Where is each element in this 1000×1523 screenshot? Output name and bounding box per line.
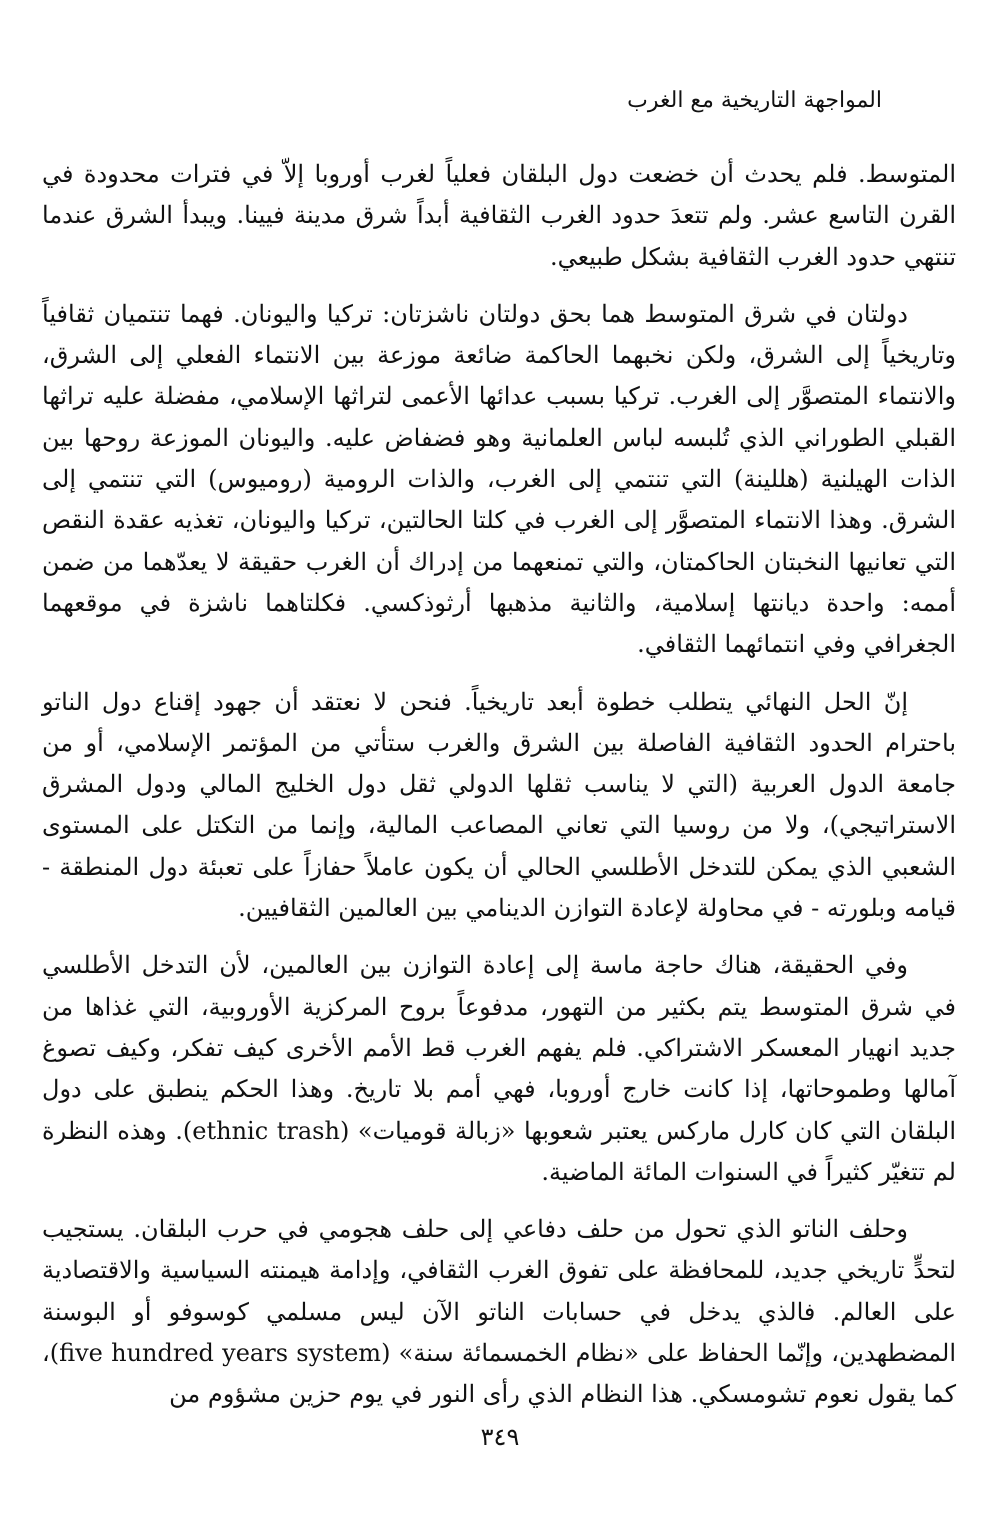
page-number: ٣٤٩ bbox=[480, 1423, 520, 1451]
paragraph: دولتان في شرق المتوسط هما بحق دولتان ناشزتان: تركيا واليونان. فهما تنتميان ثقافياً وتاريخياً إلى الشرق، ولكن نخبهما الحاكمة ضائعة موزعة بين الانتماء الفعلي إلى الشرق، والانتماء المتصوَّر إلى الغرب. تركيا بسبب عدائها الأعمى لتراثها الإسلامي، مفضلة عليه تراثها القبلي الطوراني الذي تُلبسه لباس العلمانية وهو فضفاض عليه. واليونان الموزعة روحها بين الذات الهيلنية (هللينة) التي تنتمي إلى الغرب، والذات الرومية (روميوس) التي تنتمي إلى الشرق. وهذا الانتماء المتصوَّر إلى الغرب في كلتا الحالتين، تركيا واليونان، تغذيه عقدة النقص التي تعانيها النخبتان الحاكمتان، والتي تمنعهما من إدراك أن الغرب حقيقة لا يعدّهما من ضمن أممه: واحدة ديانتها إسلامية، والثانية مذهبها أرثوذكسي. فكلتاهما ناشزة في موقعهما الجغرافي وفي انتمائهما الثقافي. bbox=[42, 299, 956, 659]
body-text bbox=[42, 154, 956, 1432]
running-head: المواجهة التاريخية مع الغرب bbox=[627, 88, 882, 113]
paragraph: وفي الحقيقة، هناك حاجة ماسة إلى إعادة التوازن بين العالمين، لأن التدخل الأطلسي في شرق المتوسط يتم بكثير من التهور، مدفوعاً بروح المركزية الأوروبية، التي غذاها من جديد انهيار المعسكر الاشتراكي. فلم يفهم الغرب قط الأمم الأخرى كيف تفكر، وكيف تصوغ آمالها وطموحاتها، إذا كانت خارج أوروبا، فهي أمم بلا تاريخ. وهذا الحكم ينطبق على دول البلقان التي كان كارل ماركس يعتبر شعوبها «زبالة قوميات» (ethnic trash). وهذه النظرة لم تتغيّر كثيراً في السنوات المائة الماضية. bbox=[42, 951, 956, 1186]
paragraph: إنّ الحل النهائي يتطلب خطوة أبعد تاريخياً. فنحن لا نعتقد أن جهود إقناع دول الناتو باحترام الحدود الثقافية الفاصلة بين الشرق والغرب ستأتي من المؤتمر الإسلامي، أو من جامعة الدول العربية (التي لا يناسب ثقلها الدولي ثقل دول الخليج المالي ودول المشرق الاستراتيجي)، ولا من روسيا التي تعاني المصاعب المالية، وإنما من التكتل على المستوى الشعبي الذي يمكن للتدخل الأطلسي الحالي أن يكون عاملاً حفازاً على تعبئة دول المنطقة - قيامه وبلورته - في محاولة لإعادة التوازن الدينامي بين العالمين الثقافيين. bbox=[42, 687, 956, 923]
paragraph: وحلف الناتو الذي تحول من حلف دفاعي إلى حلف هجومي في حرب البلقان. يستجيب لتحدٍّ تاريخي جديد، للمحافظة على تفوق الغرب الثقافي، وإدامة هيمنته السياسية والاقتصادية على العالم. فالذي يدخل في حسابات الناتو الآن ليس مسلمي كوسوفو أو البوسنة المضطهدين، وإنّما الحفاظ على «نظام الخمسمائة سنة» (five hundred years system)، كما يقول نعوم تشومسكي. هذا النظام الذي رأى النور في يوم حزين مشؤوم من bbox=[42, 1215, 957, 1409]
paragraph-continuation: المتوسط. فلم يحدث أن خضعت دول البلقان فعلياً لغرب أوروبا إلاّ في فترات محدودة في القرن التاسع عشر. ولم تتعدَ حدود الغرب الثقافية أبداً شرق مدينة فيينا. ويبدأ الشرق عندما تنتهي حدود الغرب الثقافية بشكل طبيعي. bbox=[42, 160, 956, 271]
